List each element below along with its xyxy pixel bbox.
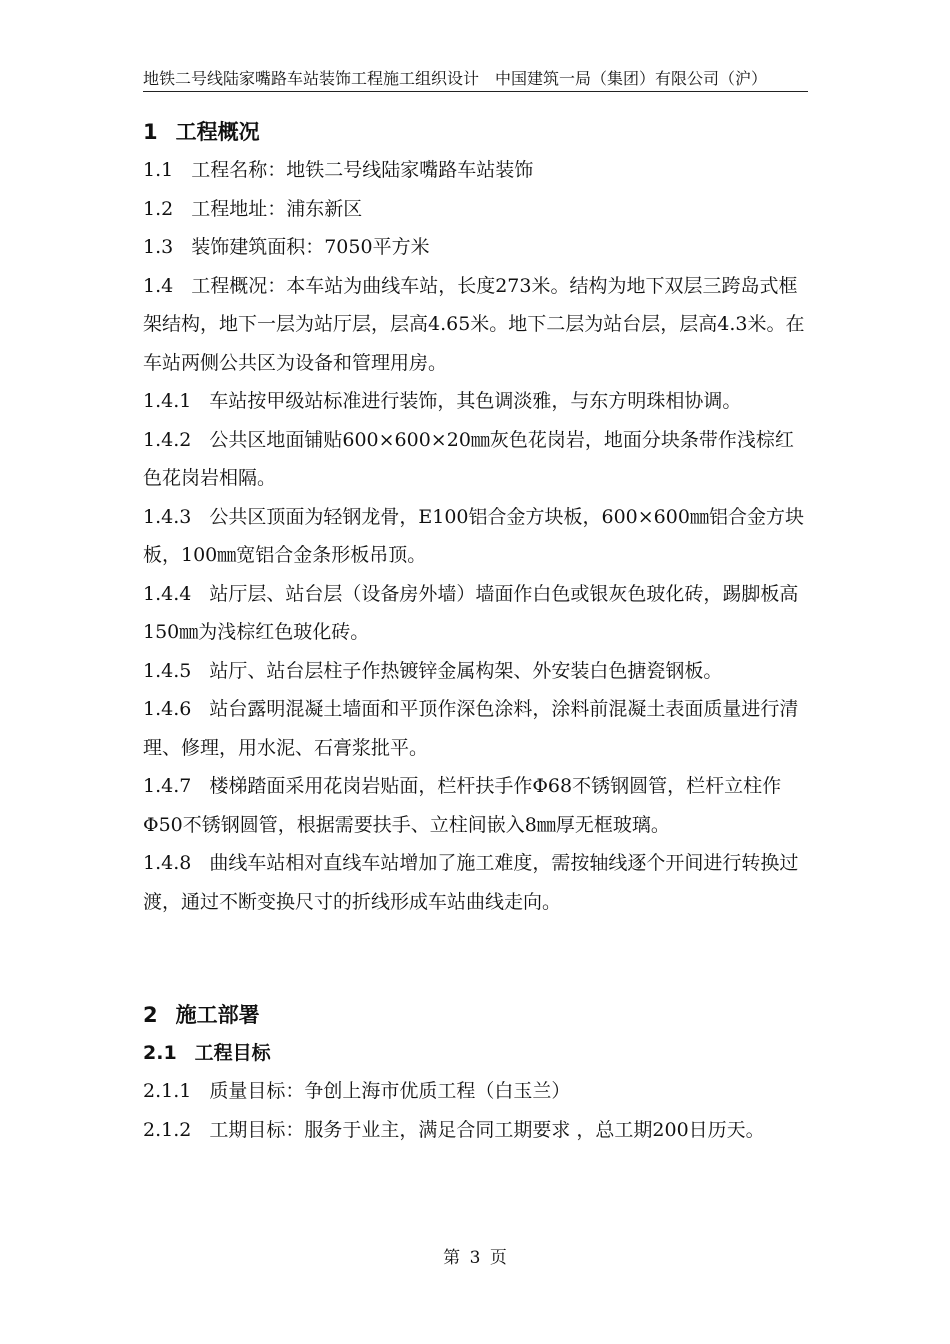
paragraph-text: 站厅、站台层柱子作热镀锌金属构架、外安装白色搪瓷钢板。 [209,659,723,682]
paragraph-number: 1.4.4 [143,582,192,605]
paragraph-text: 工期目标：服务于业主，满足合同工期要求 ，总工期200日历天。 [209,1118,765,1141]
paragraph [143,575,811,652]
paragraph-text: 工程名称：地铁二号线陆家嘴路车站装饰 [191,159,534,181]
subsection-number: 2.1 [143,1042,177,1064]
page-header: 地铁二号线陆家嘴路车站装饰工程施工组织设计 中国建筑一局（集团）有限公司（沪） [143,68,808,92]
paragraph-number: 2.1.2 [143,1118,192,1141]
paragraph-number: 1.4 [143,274,174,297]
section-spacer [143,921,811,996]
paragraph-text: 站厅层、站台层（设备房外墙）墙面作白色或银灰色玻化砖，踢脚板高150㎜为浅棕红色玻化砖。 [143,582,799,643]
page-prefix: 第 [443,1248,461,1268]
paragraph-number: 1.4.7 [143,775,192,797]
section-heading-1 [143,113,811,151]
paragraph [143,421,811,498]
paragraph-text: 工程概况：本车站为曲线车站，长度273米。结构为地下双层三跨岛式框架结构，地下一层为站厅层，层高4.65米。地下二层为站台层，层高4.3米。在车站两侧公共区为设备和管理用房。 [143,274,805,374]
paragraph-text: 装饰建筑面积：7050平方米 [191,236,430,258]
paragraph-text: 工程地址：浦东新区 [191,197,363,220]
paragraph [143,1111,811,1150]
paragraph [143,267,811,383]
paragraph-text: 曲线车站相对直线车站增加了施工难度，需按轴线逐个开间进行转换过渡，通过不断变换尺寸的折线形成车站曲线走向。 [143,852,799,913]
subsection-title: 工程目标 [194,1042,271,1064]
paragraph-number: 2.1.1 [143,1080,192,1102]
page-footer [0,1243,950,1268]
section-heading-2 [143,996,811,1034]
document-body [143,113,811,1149]
paragraph-number: 1.4.1 [143,390,192,412]
page-suffix: 页 [489,1248,507,1268]
paragraph [143,228,811,267]
paragraph-number: 1.3 [143,236,174,258]
paragraph-text: 公共区顶面为轻钢龙骨，E100铝合金方块板，600×600㎜铝合金方块板，100㎜宽铝合金条形板吊顶。 [143,505,804,566]
paragraph-number: 1.4.6 [143,698,192,720]
paragraph-number: 1.1 [143,159,174,181]
paragraph-text: 公共区地面铺贴600×600×20㎜灰色花岗岩，地面分块条带作浅棕红色花岗岩相隔。 [143,428,794,489]
section-number: 1 [143,120,158,144]
paragraph [143,767,811,844]
paragraph-number: 1.4.3 [143,505,192,528]
section-number: 2 [143,1003,158,1027]
paragraph [143,652,811,691]
section-title: 工程概况 [175,120,260,144]
paragraph [143,690,811,767]
paragraph-text: 质量目标：争创上海市优质工程（白玉兰） [209,1080,571,1102]
paragraph-number: 1.4.2 [143,428,192,451]
paragraph-text: 车站按甲级站标准进行装饰，其色调淡雅，与东方明珠相协调。 [209,390,742,412]
subsection-heading [143,1034,811,1072]
paragraph [143,190,811,229]
paragraph-text: 站台露明混凝土墙面和平顶作深色涂料，涂料前混凝土表面质量进行清理、修理，用水泥、石膏浆批平。 [143,698,799,759]
paragraph [143,382,811,421]
page-number: 3 [469,1248,481,1268]
section-title: 施工部署 [175,1003,260,1027]
paragraph [143,498,811,575]
paragraph [143,1072,811,1111]
paragraph [143,151,811,190]
paragraph-number: 1.2 [143,197,174,220]
paragraph-text: 楼梯踏面采用花岗岩贴面，栏杆扶手作Φ68不锈钢圆管，栏杆立柱作Φ50不锈钢圆管，根据需要扶手、立柱间嵌入8㎜厚无框玻璃。 [143,775,782,836]
paragraph-number: 1.4.5 [143,659,192,682]
paragraph-number: 1.4.8 [143,852,192,874]
paragraph [143,844,811,921]
